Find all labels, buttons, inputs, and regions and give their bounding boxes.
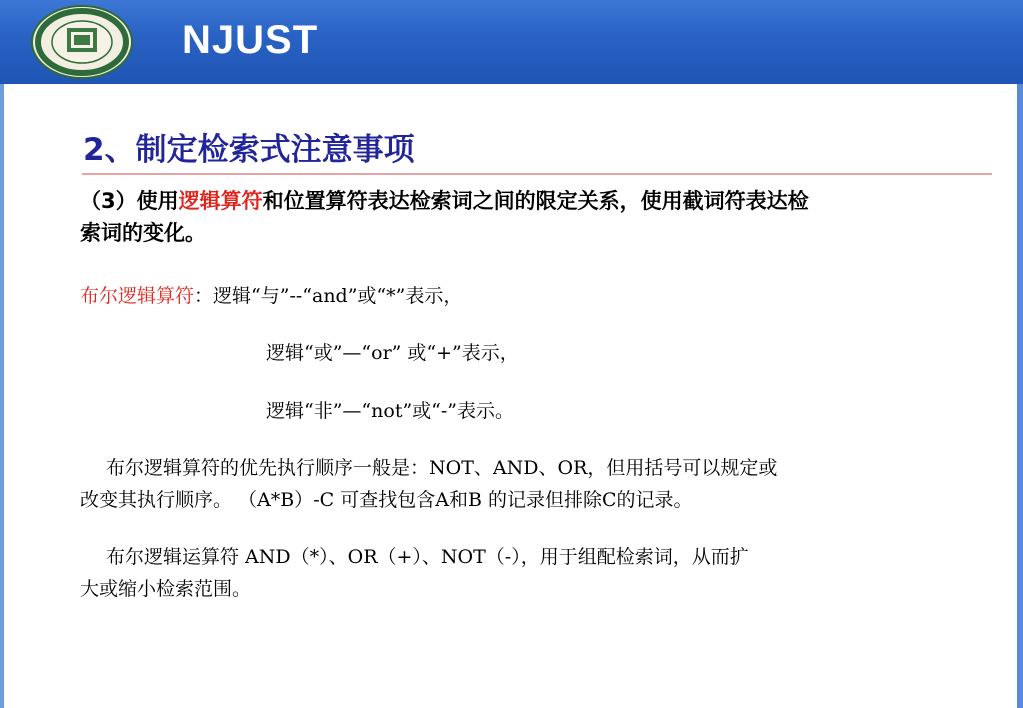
intro-rest: 和位置算符表达检索词之间的限定关系，使用截词符表达检 [262,189,809,213]
boolean-and: ：逻辑“与”--“and”或“*”表示， [194,285,463,307]
intro-line-1 [80,186,809,216]
boolean-label: 布尔逻辑算符 [80,285,195,307]
intro-line-2: 索词的变化。 [80,221,206,245]
boolean-line-1 [80,281,462,308]
boolean-or: 逻辑“或”—“or” 或“+”表示， [266,342,519,364]
right-border [1017,84,1023,708]
left-border [0,84,4,708]
usage-line-2: 大或缩小检索范围。 [80,578,252,600]
intro-prefix: （3）使用 [80,189,179,213]
usage-line-1: 布尔逻辑运算符 AND（*）、OR（+）、NOT（-），用于组配检索词，从而扩 [106,546,749,568]
brand-title: NJUST [182,18,319,62]
university-seal-logo [30,4,134,80]
precedence-line-1: 布尔逻辑算符的优先执行顺序一般是：NOT、AND、OR，但用括号可以规定或 [106,457,778,479]
slide-title: 2、制定检索式注意事项 [83,132,415,168]
header-bar [0,0,1023,84]
intro-highlight: 逻辑算符 [178,189,263,213]
boolean-not: 逻辑“非”—“not”或“-”表示。 [266,400,515,422]
precedence-line-2: 改变其执行顺序。 （A*B）-C 可查找包含A和B 的记录但排除C的记录。 [80,489,693,511]
title-underline [82,173,992,175]
